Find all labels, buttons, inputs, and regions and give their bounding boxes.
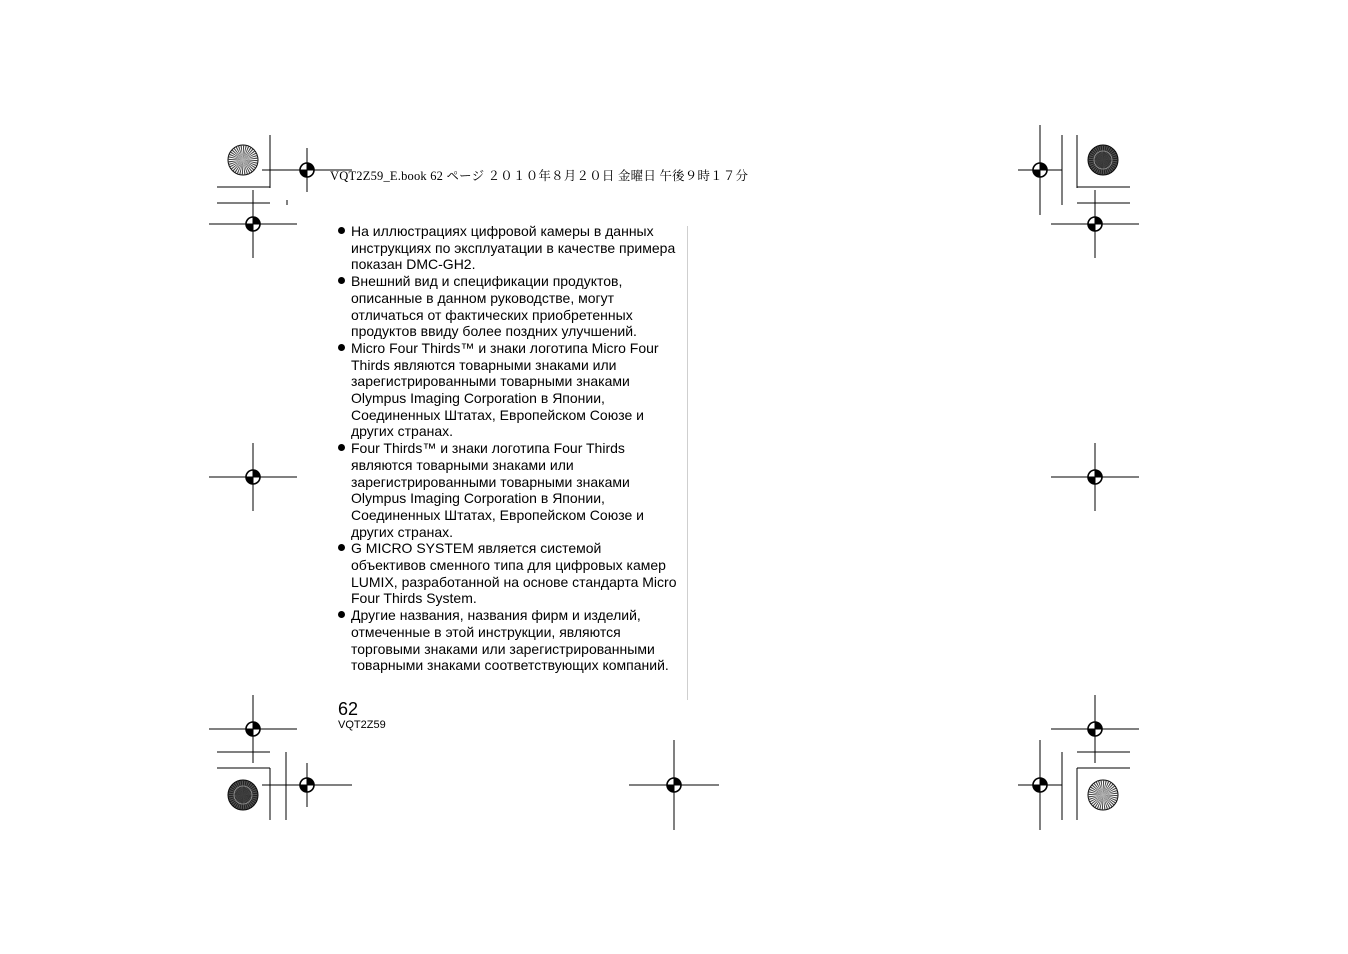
color-target-icon — [228, 145, 258, 175]
list-item-text: Другие названия, названия фирм и изделий, отмеченные в этой инструкции, являются торговыми знаками или зарегистрированными товарными знаками соответствующих компаний. — [351, 607, 669, 674]
color-target-icon — [1088, 780, 1118, 810]
list-item-text: На иллюстрациях цифровой камеры в данных инструкциях по эксплуатации в качестве примера показан DMC-GH2. — [351, 223, 676, 273]
list-item — [338, 273, 680, 340]
list-item-text: Four Thirds™ и знаки логотипа Four Thirds являются товарными знаками или зарегистрированными товарными знаками Olympus Imaging Corporation в Японии, Соединенных Штатах, Европейском Союзе и других странах. — [351, 440, 644, 540]
bullet-icon — [338, 611, 345, 618]
list-item-text: Micro Four Thirds™ и знаки логотипа Micro Four Thirds являются товарными знаками или зарегистрированными товарными знаками Olympus Imaging Corporation в Японии, Соединенных Штатах, Европейском Союзе и других странах. — [351, 339, 659, 440]
list-item-text: G MICRO SYSTEM является системой объективов сменного типа для цифровых камер LUMIX, разработанной на основе стандарта Micro Four Thirds System. — [351, 540, 677, 607]
registration-mark-icon — [1051, 443, 1139, 511]
registration-mark-icon — [209, 443, 297, 511]
page-number: 62 — [338, 699, 359, 719]
list-item — [338, 223, 680, 273]
list-item — [338, 607, 680, 674]
list-item — [338, 340, 680, 440]
color-target-icon — [1088, 145, 1118, 175]
list-item — [338, 540, 680, 607]
main-content — [338, 223, 680, 674]
registration-mark-icon — [1051, 695, 1139, 763]
bullet-icon — [338, 544, 345, 551]
bullet-icon — [338, 277, 345, 284]
list-item-text: Внешний вид и спецификации продуктов, описанные в данном руководстве, могут отличаться от фактических приобретенных продуктов ввиду более поздних улучшений. — [351, 273, 637, 340]
print-header: VQT2Z59_E.book 62 ページ ２０１０年８月２０日 金曜日 午後９時１７分 — [330, 169, 749, 183]
registration-mark-icon — [262, 763, 352, 807]
column-divider — [687, 226, 688, 700]
bullet-list — [338, 223, 680, 674]
registration-mark-icon — [209, 190, 297, 258]
color-target-icon — [228, 780, 258, 810]
model-code: VQT2Z59 — [338, 719, 386, 731]
bullet-icon — [338, 227, 345, 234]
registration-mark-icon — [209, 695, 297, 763]
registration-mark-icon — [1018, 125, 1062, 215]
registration-mark-icon — [1051, 190, 1139, 258]
list-item — [338, 440, 680, 540]
registration-mark-icon — [1018, 740, 1062, 830]
bullet-icon — [338, 344, 345, 351]
registration-mark-icon — [629, 740, 719, 830]
bullet-icon — [338, 444, 345, 451]
